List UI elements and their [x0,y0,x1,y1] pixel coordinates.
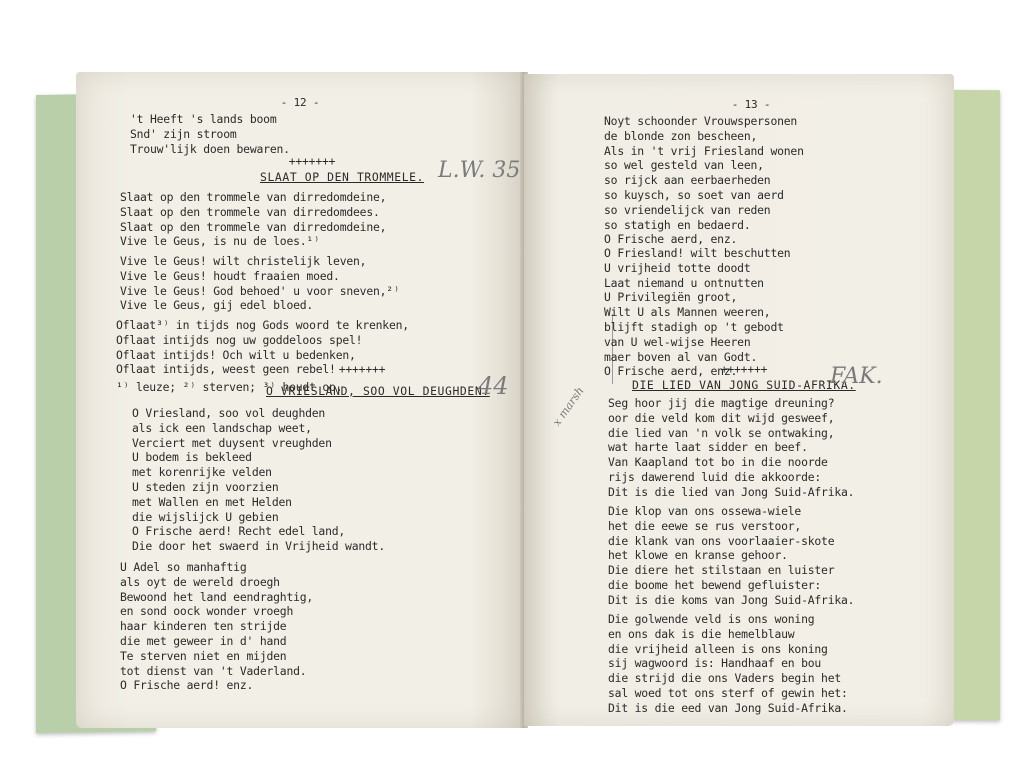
stanza [120,560,313,693]
text-line: Wilt U als Mannen weeren, [604,305,771,320]
text-line: haar kinderen ten strijde [120,619,287,634]
text-line: Die golwende veld is ons woning [608,612,815,626]
stanza [604,114,804,247]
text-line: O Frische aerd, enz. [604,232,738,247]
text-line: Oflaat³⁾ in tijds nog Gods woord te krenken, [116,318,409,332]
text-line: Dit is die lied van Jong Suid-Afrika. [608,484,855,499]
text-line: sij wagwoord is: Handhaaf en bou [608,656,822,671]
text-line: en sond oock wonder vroegh [120,604,294,619]
separator: +++++++ [338,362,386,376]
text-line: 't Heeft 's lands boom [130,112,277,126]
text-line: de blonde zon bescheen, [604,128,758,143]
text-line: het klowe en kranse gehoor. [608,548,788,563]
text-line: Van Kaapland tot bo in die noorde [608,455,828,470]
text-line: die vrijheid alleen is ons koning [608,641,828,656]
text-line: U bodem is bekleed [132,450,252,465]
separator: +++++++ [720,362,768,376]
pencil-annotation: L.W. 35 [438,158,521,183]
text-line: maer boven al van Godt. [604,349,758,364]
text-line: O Friesland! wilt beschutten [604,246,791,260]
text-line: Verciert met duysent vreughden [132,435,332,450]
text-line: die wijslijck U gebien [132,509,279,524]
stanza [120,190,386,249]
stanza [120,254,400,313]
text-line: so wel gesteld van leen, [604,158,764,173]
song-title: DIE LIED VAN JONG SUID-AFRIKA. [632,378,856,392]
text-line: die boome het bewend gefluister: [608,577,822,592]
text-line: die klank van ons voorlaaier-skote [608,533,835,548]
text-line: so kuysch, so soet van aerd [604,187,784,202]
song-title: SLAAT OP DEN TROMMELE. [260,170,425,184]
page-number: - 12 - [280,96,320,109]
text-line: Slaat op den trommele van dirredomdees. [120,204,380,219]
text-line: Vive le Geus! God behoed' u voor sneven,²⁾ [120,283,400,298]
left-page [76,72,524,728]
text-line: Als in 't vrij Friesland wonen [604,143,804,158]
text-line: O Frische aerd! enz. [120,678,254,693]
text-line: sal woed tot ons sterf of gewin het: [608,685,848,700]
pencil-annotation: 44 [478,372,509,400]
text-line: Snd' zijn stroom [130,126,237,141]
text-line: tot dienst van 't Vaderland. [120,663,307,678]
text-line: so vriendelijck van reden [604,202,771,217]
text-line: als oyt de wereld droegh [120,574,280,589]
text-line: rijs dawerend luid die akkoorde: [608,469,822,484]
text-line: Laat niemand u ontnutten [604,275,764,290]
text-line: Vive le Geus! wilt christelijk leven, [120,254,367,268]
pencil-margin-note: x marsh [550,384,587,429]
text-line: die met geweer in d' hand [120,633,287,648]
text-line: Te sterven niet en mijden [120,648,287,663]
text-line: die strijd die ons Vaders begin het [608,671,842,686]
text-line: Die door het swaerd in Vrijheid wandt. [132,539,385,554]
text-line: met Wallen en met Helden [132,494,292,509]
text-line: het die eewe se rus verstoor, [608,518,802,533]
text-line: U steden zijn voorzien [132,479,279,494]
text-line: U Adel so manhaftig [120,560,247,574]
page-number: - 13 - [731,98,771,111]
stanza [608,504,854,608]
text-line: so statigh en bedaerd. [604,217,751,232]
text-line: U Privilegiën groot, [604,290,738,305]
footnote: ¹⁾ leuze; ²⁾ sterven; ³⁾ houdt op. [116,380,343,394]
pencil-annotation: FAK. [830,364,883,389]
intro-lines [130,112,290,156]
text-line: Die diere het stilstaan en luister [608,563,835,578]
text-line: Die klop van ons ossewa-wiele [608,504,802,518]
song-title: O VRIESLAND, SOO VOL DEUGHDEN. [266,384,490,398]
open-book [32,66,1000,738]
text-line: Trouw'lijk doen bewaren. [130,141,290,156]
text-line: Dit is die koms van Jong Suid-Afrika. [608,592,855,607]
text-line: O Frische aerd! Recht edel land, [132,524,346,539]
text-line: met korenrijke velden [132,465,272,480]
text-line: O Frische aerd, enz. [604,364,738,379]
text-line: oor die veld kom dit wijd gesweef, [608,410,835,425]
text-line: blijft stadigh op 't gebodt [604,319,784,334]
text-line: O Vriesland, soo vol deughden [132,406,326,420]
text-line: en ons dak is die hemelblauw [608,626,795,641]
text-line: so rijck aan eerbaerheden [604,173,771,188]
text-line: wat harte laat sidder en beef. [608,440,808,455]
stanza [132,406,385,554]
stanza [608,612,848,716]
text-line: Oflaat intijds, weest geen rebel! [116,362,336,377]
text-line: Slaat op den trommele van dirredomdeine, [120,190,387,204]
separator: +++++++ [288,154,336,168]
text-line: als ick een landschap weet, [132,420,312,435]
right-page [524,74,954,726]
text-line: Seg hoor jij die magtige dreuning? [608,396,835,410]
stanza [604,246,790,379]
text-line: Oflaat intijds nog uw goddeloos spel! [116,332,363,347]
text-line: Vive le Geus, gij edel bloed. [120,298,314,313]
text-line: Oflaat intijds! Och wilt u bedenken, [116,347,356,362]
text-line: Slaat op den trommele van dirredomdeine, [120,219,387,234]
text-line: U vrijheid totte doodt [604,260,751,275]
text-line: van U wel-wijse Heeren [604,334,751,349]
text-line: Dit is die eed van Jong Suid-Afrika. [608,700,848,715]
text-line: Vive le Geus, is nu de loes.¹⁾ [120,234,320,249]
text-line: Bewoond het land eendraghtig, [120,589,314,604]
text-line: Noyt schoonder Vrouwspersonen [604,114,798,128]
text-line: die lied van 'n volk se ontwaking, [608,425,835,440]
text-line: Vive le Geus! houdt fraaien moed. [120,268,340,283]
stanza [608,396,854,500]
